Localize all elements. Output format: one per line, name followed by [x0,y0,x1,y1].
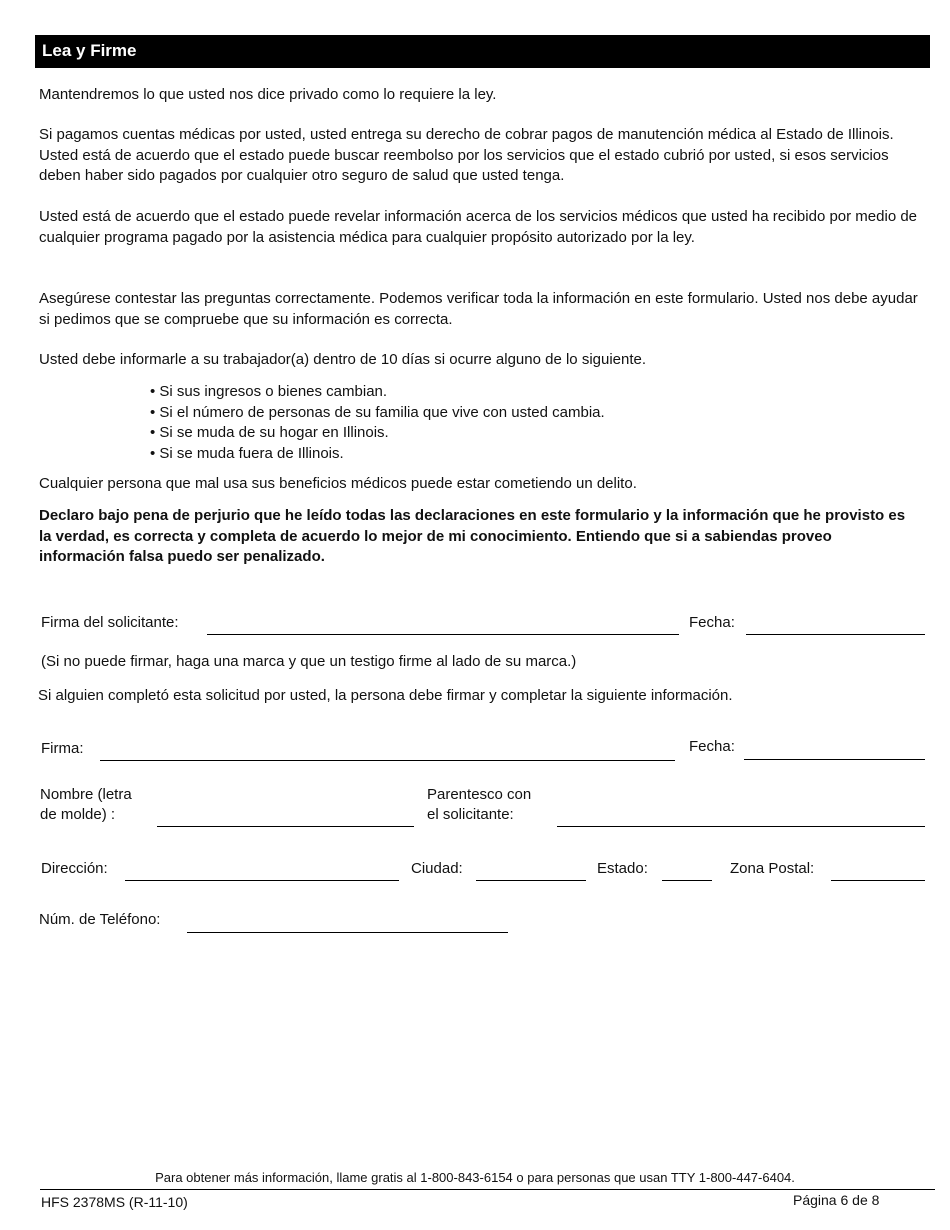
report-changes-paragraph: Usted debe informarle a su trabajador(a) dentro de 10 días si ocurre alguno de lo siguiente. [39,351,647,368]
disclosure-paragraph: Usted está de acuerdo que el estado puede revelar información acerca de los servicios médicos que usted ha recibido por medio de cualquier programa pagado por la asistencia médica para cualquier propósito autorizado por la ley. [39,208,918,246]
section-header [35,35,930,68]
mark-note: (Si no puede firmar, haga una marca y que un testigo firme al lado de su marca.) [41,653,577,670]
privacy-paragraph: Mantendremos lo que usted nos dice privado como lo requiere la ley. [39,86,497,103]
section-title: Lea y Firme [42,41,137,60]
relationship-label: Parentesco con el solicitante: [427,786,532,823]
page-number: Página 6 de 8 [793,1192,880,1208]
phone-label: Núm. de Teléfono: [39,911,161,928]
applicant-date-label: Fecha: [689,614,735,631]
city-label: Ciudad: [411,860,463,877]
footer-divider [40,1189,935,1190]
zip-label: Zona Postal: [730,860,815,877]
perjury-declaration: Declaro bajo pena de perjurio que he leído todas las declaraciones en este formulario y la información que he provisto es la verdad, es correcta y completa de acuerdo lo mejor de mi conocimiento. Entiendo que si a sabiendas proveo información falsa puedo ser penalizado. [39,507,906,565]
verification-paragraph: Asegúrese contestar las preguntas correctamente. Podemos verificar toda la información en este formulario. Usted nos debe ayudar si pedimos que se compruebe que su información es correcta. [39,290,918,328]
form-id: HFS 2378MS (R-11-10) [41,1194,188,1210]
helper-signature-label: Firma: [41,740,84,757]
helper-date-label: Fecha: [689,738,735,755]
list-item: • Si el número de personas de su familia que vive con usted cambia. [150,403,605,421]
city-field[interactable] [476,880,586,881]
applicant-signature-label: Firma del solicitante: [41,614,179,631]
list-item: • Si se muda de su hogar en Illinois. [150,424,389,441]
state-label: Estado: [597,860,648,877]
phone-field[interactable] [187,932,508,933]
zip-field[interactable] [831,880,925,881]
helper-name-label: Nombre (letra de molde) : [40,786,132,823]
helper-intro: Si alguien completó esta solicitud por usted, la persona debe firmar y completar la siguiente información. [38,687,733,704]
address-field[interactable] [125,880,399,881]
state-field[interactable] [662,880,712,881]
footer-info: Para obtener más información, llame gratis al 1-800-843-6154 o para personas que usan TTY 1-800-447-6404. [155,1170,795,1185]
helper-date-field[interactable] [744,759,925,760]
medical-support-paragraph: Si pagamos cuentas médicas por usted, usted entrega su derecho de cobrar pagos de manutención médica al Estado de Illinois. Usted está de acuerdo que el estado puede buscar reembolso por los servicios que el estado cubrió por usted, si esos servicios deben haber sido pagados por cualquier otro seguro de salud que usted tenga. [39,126,894,184]
list-item: • Si sus ingresos o bienes cambian. [150,383,388,400]
helper-signature-field[interactable] [100,760,675,761]
relationship-field[interactable] [557,826,925,827]
applicant-signature-field[interactable] [207,634,679,635]
address-label: Dirección: [41,860,108,877]
changes-list [150,382,605,464]
misuse-warning: Cualquier persona que mal usa sus beneficios médicos puede estar cometiendo un delito. [39,475,637,492]
helper-name-field[interactable] [157,826,414,827]
applicant-date-field[interactable] [746,634,925,635]
list-item: • Si se muda fuera de Illinois. [150,444,344,462]
